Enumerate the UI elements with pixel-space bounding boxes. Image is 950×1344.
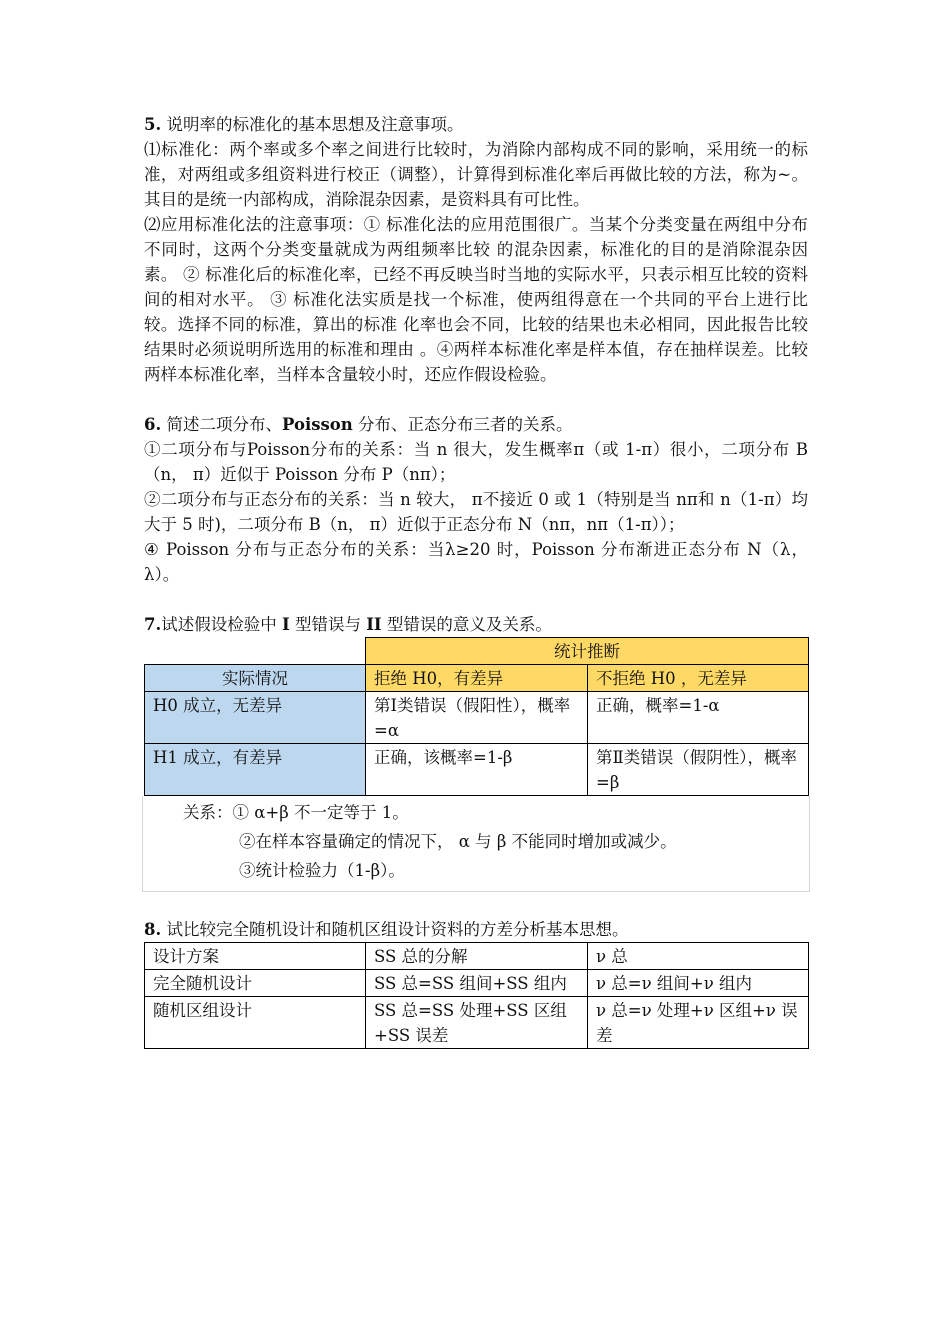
question-6 — [144, 412, 808, 587]
question-6-title: 6. 简述二项分布、Poisson 分布、正态分布三者的关系。 — [144, 415, 573, 434]
table-row — [145, 638, 809, 665]
table-cell-empty — [145, 638, 366, 665]
question-7 — [144, 612, 808, 637]
table-row — [145, 997, 809, 1049]
question-6-paragraph-1: ①二项分布与Poisson分布的关系：当 n 很大，发生概率π（或 1-π）很小，二项分布 B（n， π）近似于 Poisson 分布 P（nπ）； — [144, 440, 808, 484]
question-8 — [144, 917, 808, 942]
question-7-title: 7.试述假设检验中 I 型错误与 II 型错误的意义及关系。 — [144, 615, 552, 634]
question-5-paragraph-1: ⑴标准化：两个率或多个率之间进行比较时，为消除内部构成不同的影响，采用统一的标准，对两组或多组资料进行校正（调整），计算得到标准化率后再做比较的方法，称为~。其目的是统一内部构成，消除混杂因素，是资料具有可比性。 — [144, 140, 808, 209]
table-cell: 第Ⅱ类错误（假阴性），概率=β — [588, 744, 809, 796]
table-header: 设计方案 — [145, 943, 366, 970]
table-cell: 第Ⅰ类错误（假阳性），概率=α — [366, 692, 588, 744]
table-cell: SS 总=SS 组间+SS 组内 — [366, 970, 588, 997]
table-header: SS 总的分解 — [366, 943, 588, 970]
table-cell: 完全随机设计 — [145, 970, 366, 997]
table-row — [145, 943, 809, 970]
table-cell: SS 总=SS 处理+SS 区组+SS 误差 — [366, 997, 588, 1049]
question-5-title: 5. 说明率的标准化的基本思想及注意事项。 — [144, 115, 464, 134]
table-header-actual-situation: 实际情况 — [145, 665, 366, 692]
table-cell: 正确，该概率=1-β — [366, 744, 588, 796]
question-8-title: 8. 试比较完全随机设计和随机区组设计资料的方差分析基本思想。 — [144, 920, 629, 939]
question-5 — [144, 112, 808, 387]
table-header-statistical-inference: 统计推断 — [366, 638, 809, 665]
table-row — [145, 970, 809, 997]
table-cell: H1 成立，有差异 — [145, 744, 366, 796]
table-cell: ν 总=ν 处理+ν 区组+ν 误差 — [588, 997, 809, 1049]
table-row — [145, 665, 809, 692]
relation-line-1: 关系：① α+β 不一定等于 1。 — [183, 803, 409, 822]
question-6-paragraph-2: ②二项分布与正态分布的关系：当 n 较大， π不接近 0 或 1（特别是当 nπ和 n（1-π）均大于 5 时)，二项分布 B（n， π）近似于正态分布 N（nπ，nπ（1-π））； — [144, 490, 808, 534]
relation-line-2: ②在样本容量确定的情况下， α 与 β 不能同时增加或减少。 — [239, 832, 677, 851]
table-header: ν 总 — [588, 943, 809, 970]
question-5-paragraph-2: ⑵应用标准化法的注意事项：① 标准化法的应用范围很广。当某个分类变量在两组中分布不同时，这两个分类变量就成为两组频率比较 的混杂因素，标准化的目的是消除混杂因素。 ② 标准化后的标准化率，已经不再反映当时当地的实际水平，只表示相互比较的资料间的相对水平。 ③ 标准化法实质是找一个标准，使两组得意在一个共同的平台上进行比较。选择不同的标准，算出的标准 化率也会不同，比较的结果也未必相同，因此报告比较结果时必须说明所选用的标准和理由 。④两样本标准化率是样本值，存在抽样误差。比较两样本标准化率，当样本含量较小时，还应作假设检验。 — [144, 215, 808, 384]
table-cell: 随机区组设计 — [145, 997, 366, 1049]
table-header-reject-h0: 拒绝 H0，有差异 — [366, 665, 588, 692]
table-header-not-reject-h0: 不拒绝 H0 ，无差异 — [588, 665, 809, 692]
question-6-paragraph-3: ④ Poisson 分布与正态分布的关系：当λ≥20 时，Poisson 分布渐进正态分布 N（λ， λ）。 — [144, 540, 808, 584]
table-cell: H0 成立，无差异 — [145, 692, 366, 744]
hypothesis-error-table — [144, 637, 809, 796]
table-row — [145, 692, 809, 744]
table-cell: 正确，概率=1-α — [588, 692, 809, 744]
relation-box — [142, 796, 810, 892]
anova-design-table — [144, 942, 809, 1049]
relation-line-3: ③统计检验力（1-β）。 — [239, 861, 405, 880]
table-cell: ν 总=ν 组间+ν 组内 — [588, 970, 809, 997]
table-row — [145, 744, 809, 796]
document-page — [144, 112, 808, 1049]
